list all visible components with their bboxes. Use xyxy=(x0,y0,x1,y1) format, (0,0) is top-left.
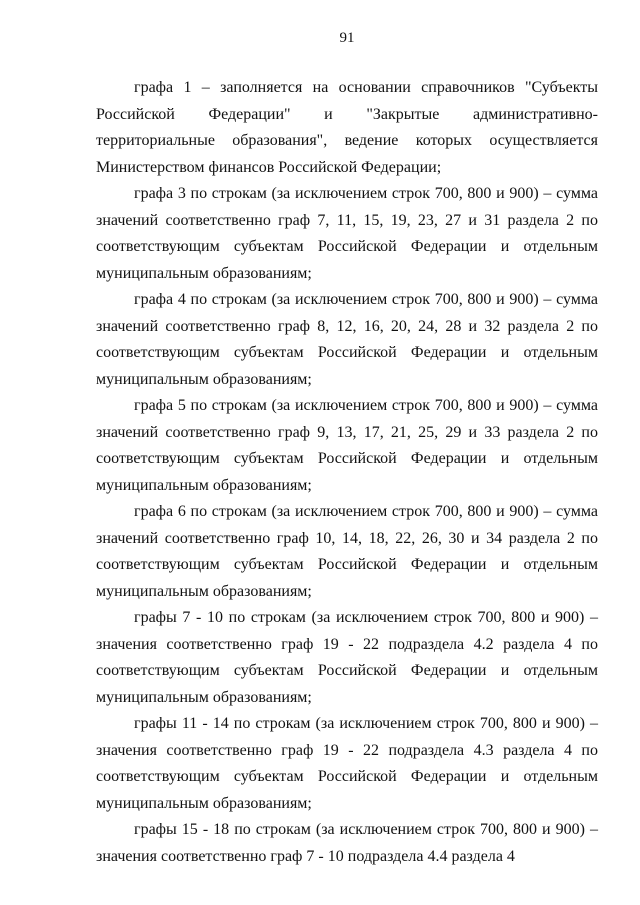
paragraph-grafa-5: графа 5 по строкам (за исключением строк 700, 800 и 900) – сумма значений соответственно граф 9, 13, 17, 21, 25, 29 и 33 раздела 2 по соответствующим субъектам Российской Федерации и отдельным муниципальным образованиям; xyxy=(96,397,598,494)
paragraph-grafa-1: графа 1 – заполняется на основании справочников "Субъекты Российской Федерации" и "Закрытые административно-территориальные образования", ведение которых осуществляется Министерством финансов Российской Федерации; xyxy=(96,79,598,176)
paragraph-grafa-3: графа 3 по строкам (за исключением строк 700, 800 и 900) – сумма значений соответственно граф 7, 11, 15, 19, 23, 27 и 31 раздела 2 по соответствующим субъектам Российской Федерации и отдельным муниципальным образованиям; xyxy=(96,185,598,282)
page-number: 91 xyxy=(339,30,355,46)
paragraph-grafy-11-14: графы 11 - 14 по строкам (за исключением строк 700, 800 и 900) – значения соответственно граф 19 - 22 подраздела 4.3 раздела 4 по соответствующим субъектам Российской Федерации и отдельным муниципальным образованиям; xyxy=(96,715,598,812)
paragraph-grafy-7-10: графы 7 - 10 по строкам (за исключением строк 700, 800 и 900) – значения соответственно граф 19 - 22 подраздела 4.2 раздела 4 по соответствующим субъектам Российской Федерации и отдельным муниципальным образованиям; xyxy=(96,609,598,706)
paragraph-grafa-4: графа 4 по строкам (за исключением строк 700, 800 и 900) – сумма значений соответственно граф 8, 12, 16, 20, 24, 28 и 32 раздела 2 по соответствующим субъектам Российской Федерации и отдельным муниципальным образованиям; xyxy=(96,291,598,388)
paragraph-grafy-15-18: графы 15 - 18 по строкам (за исключением строк 700, 800 и 900) – значения соответственно граф 7 - 10 подраздела 4.4 раздела 4 xyxy=(96,821,598,865)
paragraph-grafa-6: графа 6 по строкам (за исключением строк 700, 800 и 900) – сумма значений соответственно граф 10, 14, 18, 22, 26, 30 и 34 раздела 2 по соответствующим субъектам Российской Федерации и отдельным муниципальным образованиям; xyxy=(96,503,598,600)
